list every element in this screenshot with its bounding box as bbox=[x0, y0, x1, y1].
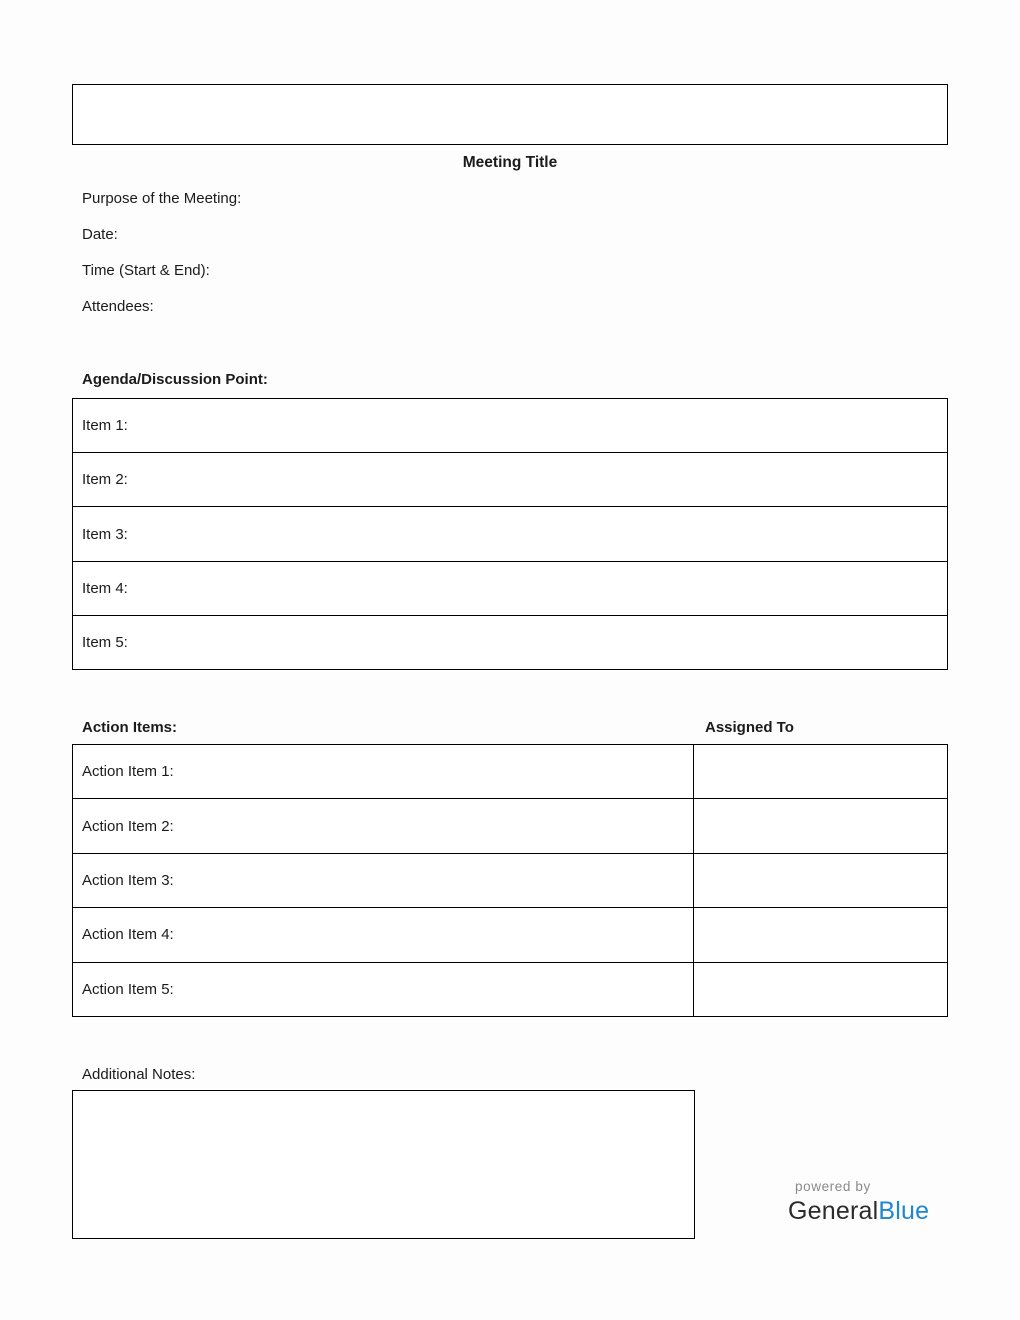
purpose-field-label: Purpose of the Meeting: bbox=[82, 190, 242, 207]
action-item-label: Action Item 3: bbox=[82, 872, 174, 890]
agenda-item-label: Item 3: bbox=[82, 525, 128, 543]
brand-general-text: General bbox=[788, 1197, 879, 1225]
brand-blue-text: Blue bbox=[878, 1197, 930, 1225]
agenda-item-label: Item 4: bbox=[82, 579, 128, 597]
additional-notes-box[interactable] bbox=[72, 1090, 695, 1239]
attendees-field-label: Attendees: bbox=[82, 298, 154, 315]
assigned-to-cell[interactable] bbox=[694, 745, 948, 798]
agenda-table bbox=[72, 398, 948, 670]
action-item-label: Action Item 2: bbox=[82, 817, 174, 835]
date-field-label: Date: bbox=[82, 226, 118, 243]
action-item-label: Action Item 1: bbox=[82, 763, 174, 781]
agenda-row-3[interactable] bbox=[73, 506, 947, 560]
action-item-row-3 bbox=[73, 853, 947, 907]
action-item-cell[interactable] bbox=[73, 963, 694, 1016]
agenda-row-2[interactable] bbox=[73, 452, 947, 506]
action-item-cell[interactable] bbox=[73, 854, 694, 907]
additional-notes-heading: Additional Notes: bbox=[82, 1066, 196, 1083]
agenda-row-4[interactable] bbox=[73, 561, 947, 615]
action-item-row-4 bbox=[73, 907, 947, 961]
action-items-table bbox=[72, 744, 948, 1017]
action-item-row-1 bbox=[73, 745, 947, 798]
action-items-section-heading: Action Items: bbox=[82, 719, 178, 736]
agenda-item-label: Item 2: bbox=[82, 471, 128, 489]
action-item-label: Action Item 4: bbox=[82, 926, 174, 944]
action-item-cell[interactable] bbox=[73, 799, 694, 852]
assigned-to-cell[interactable] bbox=[694, 908, 948, 961]
agenda-row-5[interactable] bbox=[73, 615, 947, 669]
time-field-label: Time (Start & End): bbox=[82, 262, 210, 279]
agenda-item-label: Item 1: bbox=[82, 417, 128, 435]
action-item-row-2 bbox=[73, 798, 947, 852]
assigned-to-cell[interactable] bbox=[694, 854, 948, 907]
brand-wordmark bbox=[788, 1197, 958, 1225]
brand-logo bbox=[788, 1179, 958, 1225]
action-item-cell[interactable] bbox=[73, 745, 694, 798]
agenda-row-1[interactable] bbox=[73, 399, 947, 452]
assigned-to-cell[interactable] bbox=[694, 963, 948, 1016]
assigned-to-column-header: Assigned To bbox=[705, 719, 794, 736]
action-item-row-5 bbox=[73, 962, 947, 1016]
assigned-to-cell[interactable] bbox=[694, 799, 948, 852]
page-title: Meeting Title bbox=[462, 154, 558, 171]
action-item-label: Action Item 5: bbox=[82, 980, 174, 998]
action-item-cell[interactable] bbox=[73, 908, 694, 961]
header-logo-box[interactable] bbox=[72, 84, 948, 145]
agenda-section-heading: Agenda/Discussion Point: bbox=[82, 371, 268, 388]
agenda-item-label: Item 5: bbox=[82, 633, 128, 651]
powered-by-text: powered by bbox=[795, 1179, 871, 1194]
